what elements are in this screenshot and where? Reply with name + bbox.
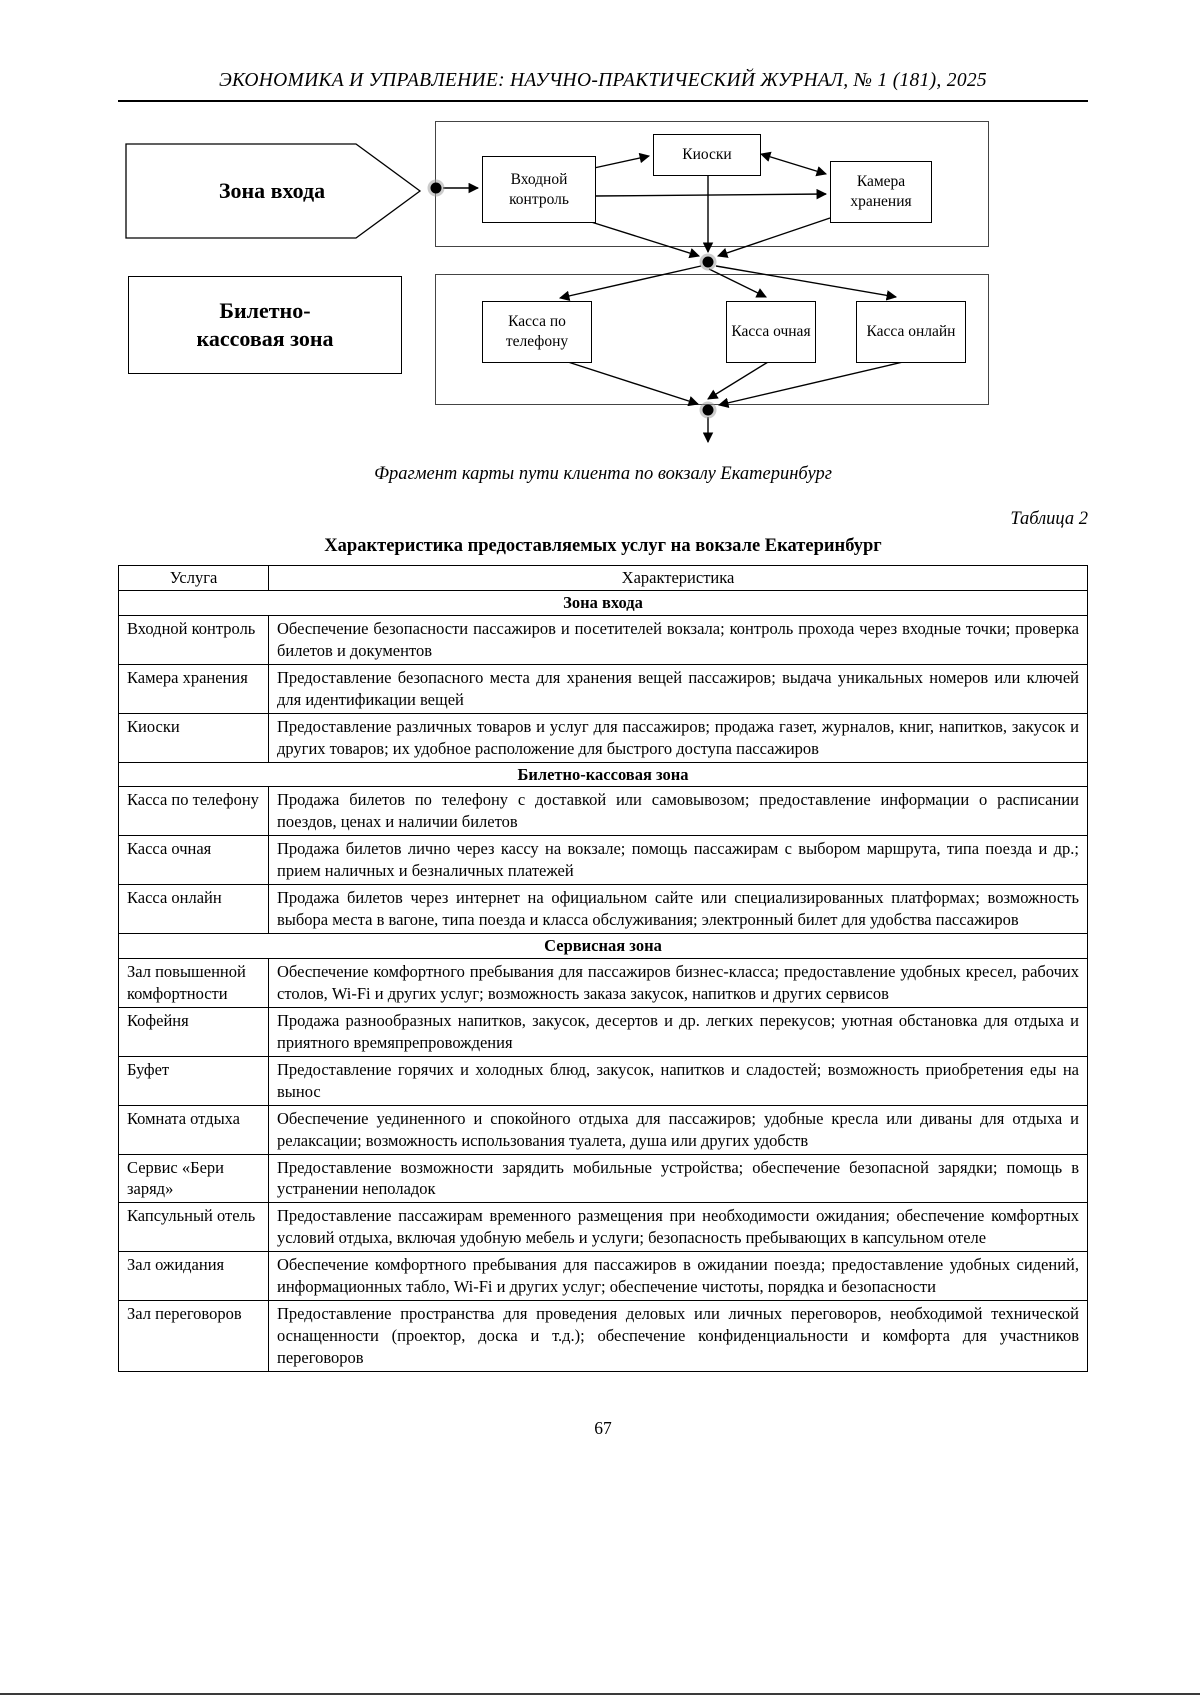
service-cell: Входной контроль (119, 615, 269, 664)
flow-arrow (761, 154, 826, 174)
service-cell: Капсульный отель (119, 1203, 269, 1252)
service-cell: Касса по телефону (119, 787, 269, 836)
service-cell: Киоски (119, 713, 269, 762)
service-cell: Касса очная (119, 836, 269, 885)
service-description: Обеспечение комфортного пребывания для пассажиров в ожидании поезда; предоставление удобных сидений, информационных табло, Wi-Fi и других услуг; обеспечение чистоты, порядка и безопасности (269, 1252, 1088, 1301)
table-row (119, 664, 1088, 713)
node-kiosks: Киоски (653, 134, 761, 176)
service-cell: Касса онлайн (119, 885, 269, 934)
table-section-row (119, 934, 1088, 959)
service-cell: Буфет (119, 1056, 269, 1105)
services-table (118, 565, 1088, 1372)
zone-entry-label: Зона входа (218, 177, 326, 203)
page-number: 67 (594, 1417, 612, 1438)
table-row (119, 836, 1088, 885)
service-cell: Зал ожидания (119, 1252, 269, 1301)
journal-header: ЭКОНОМИКА И УПРАВЛЕНИЕ: НАУЧНО-ПРАКТИЧЕСКИЙ ЖУРНАЛ, № 1 (181), 2025 (118, 70, 1088, 102)
flow-arrow (719, 362, 903, 405)
flow-arrow (568, 362, 698, 404)
service-description: Обеспечение уединенного и спокойного отдыха для пассажиров; удобные кресла или диваны для отдыха и релаксации; возможность использования туалета, душа или других удобств (269, 1105, 1088, 1154)
flow-arrow (594, 194, 826, 196)
col-header-description: Характеристика (269, 566, 1088, 591)
connector-node (703, 405, 714, 416)
flow-arrow (594, 156, 649, 168)
connector-node (431, 183, 442, 194)
table-row (119, 787, 1088, 836)
service-cell: Кофейня (119, 1007, 269, 1056)
section-title: Билетно-кассовая зона (119, 762, 1088, 787)
table-section-row (119, 590, 1088, 615)
service-description: Продажа билетов через интернет на официальном сайте или специализированных платформах; возможность выбора места в вагоне, типа поезда и класса обслуживания; электронный билет для удобства пассажиров (269, 885, 1088, 934)
table-section-row (119, 762, 1088, 787)
service-description: Продажа разнообразных напитков, закусок, десертов и др. легких перекусов; уютная обстановка для отдыха и приятного времяпрепровождения (269, 1007, 1088, 1056)
flow-arrow (588, 221, 699, 256)
table-title: Характеристика предоставляемых услуг на вокзале Екатеринбург (324, 536, 882, 556)
service-cell: Комната отдыха (119, 1105, 269, 1154)
diagram-caption: Фрагмент карты пути клиента по вокзалу Екатеринбург (374, 464, 832, 484)
zone-tickets-box (128, 276, 402, 374)
node-inperson-ticket: Касса очная (726, 301, 816, 363)
service-description: Обеспечение комфортного пребывания для пассажиров бизнес-класса; предоставление удобных кресел, рабочих столов, Wi-Fi и других услуг; возможность заказа закусок, напитков и других сервисов (269, 959, 1088, 1008)
service-description: Предоставление безопасного места для хранения вещей пассажиров; выдача уникальных номеров или ключей для идентификации вещей (269, 664, 1088, 713)
service-description: Предоставление возможности зарядить мобильные устройства; обеспечение безопасной зарядки; помощь в устранении неполадок (269, 1154, 1088, 1203)
service-description: Предоставление пространства для проведения деловых или личных переговоров, необходимой технической оснащенности (проектор, доска и т.д.); обеспечение конфиденциальности и комфорта для участников переговоров (269, 1301, 1088, 1372)
col-header-service: Услуга (119, 566, 269, 591)
table-row (119, 615, 1088, 664)
node-entry-control: Входной контроль (482, 156, 596, 223)
service-description: Предоставление пассажирам временного размещения при необходимости ожидания; обеспечение комфортных условий отдыха, включая удобную мебель и услуги; безопасность пребывающих в капсульном отеле (269, 1203, 1088, 1252)
node-storage: Камера хранения (830, 161, 932, 223)
service-description: Предоставление различных товаров и услуг для пассажиров; продажа газет, журналов, книг, напитков, закусок и других товаров; их удобное расположение для быстрого доступа пассажиров (269, 713, 1088, 762)
table-header-row (119, 566, 1088, 591)
table-row (119, 885, 1088, 934)
service-description: Продажа билетов лично через кассу на вокзале; помощь пассажирам с выбором маршрута, типа поезда и др.; прием наличных и безналичных платежей (269, 836, 1088, 885)
table-row (119, 1154, 1088, 1203)
table-label: Таблица 2 (1010, 509, 1088, 529)
table-row (119, 1105, 1088, 1154)
node-phone-ticket: Касса по телефону (482, 301, 592, 363)
table-row (119, 1056, 1088, 1105)
service-cell: Сервис «Бери заряд» (119, 1154, 269, 1203)
service-cell: Камера хранения (119, 664, 269, 713)
table-row (119, 1301, 1088, 1372)
table-row (119, 1203, 1088, 1252)
service-description: Предоставление горячих и холодных блюд, закусок, напитков и сладостей; возможность приобретения еды на вынос (269, 1056, 1088, 1105)
node-online-ticket: Касса онлайн (856, 301, 966, 363)
service-description: Обеспечение безопасности пассажиров и посетителей вокзала; контроль прохода через входные точки; проверка билетов и документов (269, 615, 1088, 664)
customer-journey-diagram (118, 116, 998, 454)
table-row (119, 1252, 1088, 1301)
page-bottom-edge (0, 1693, 1200, 1695)
flow-arrow (718, 218, 830, 256)
flow-arrow (560, 266, 701, 298)
flow-arrow (716, 266, 896, 297)
service-cell: Зал повышенной комфортности (119, 959, 269, 1008)
table-row (119, 1007, 1088, 1056)
section-title: Зона входа (119, 590, 1088, 615)
service-cell: Зал переговоров (119, 1301, 269, 1372)
connector-node (703, 257, 714, 268)
table-row (119, 713, 1088, 762)
section-title: Сервисная зона (119, 934, 1088, 959)
zone-tickets-label: Билетно-кассовая зона (196, 297, 334, 351)
flow-arrow (708, 362, 768, 399)
service-description: Продажа билетов по телефону с доставкой или самовывозом; предоставление информации о расписании поездов, ценах и наличии билетов (269, 787, 1088, 836)
table-row (119, 959, 1088, 1008)
